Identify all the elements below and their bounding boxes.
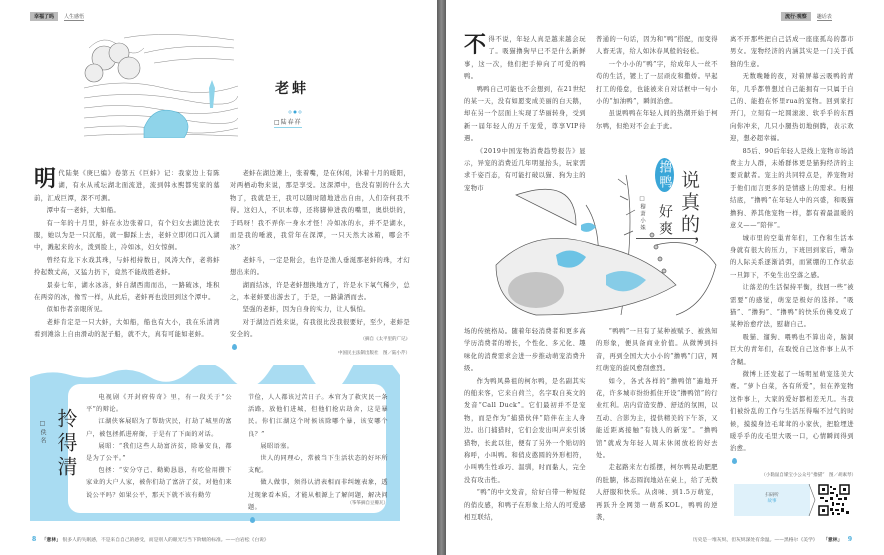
paragraph: 曾经有龙下水戏其珠，与蚌相持数日，风涛大作，老将蚌拎起数丈高，又猛力扔下，竟然不能战胜老蚌。 [34,256,220,277]
book-gutter [437,0,446,555]
article-column-1 [34,168,220,342]
paragraph: 《2019中国宠物消费趋势报告》显示，异宠的消费近几年明显抬头，玩家需求千姿百态，有可能打破以猫、狗为主的宠物市 [464,147,586,192]
article-column-2 [230,168,410,354]
drop-cap: 明 [34,166,57,192]
source-credit: （筝筝摘自豆瓣瓦） [347,501,388,506]
subsection-label: 人生感悟 [64,13,85,20]
paragraph: 潭中有一老蚌，大如船。 [46,207,121,215]
article-column-1-bottom [464,326,586,525]
box-column-1 [86,392,232,502]
left-page [0,0,437,555]
paragraph: 老蚌在湖边滩上，张着嘴，是在休闲，沐着十月的暖阳，对两栖动物来说，那是享受。这深潭中，也没有别的什么大物了，我就是王，我可以随时随地进出自由，人们奈何我不得。这妇人，不识本尊，还将脚伸进我的嘴里，奥烘烘的，于吗呀！我不弄你一身水才怪！冷如冰的水，并不是湖水，而是我的唾液，我常年在深潭，一只天然大冰箱，哪会不冰？ [230,170,411,252]
journal-name: 「意林」 [41,537,61,543]
source-credit: （小黏鼠自媒宝小公众号“撸猫” 图／胡素琴） [761,473,856,478]
page-number: 8 [32,536,37,543]
paragraph: 微博上还发起了一场明星萌宠选美大赛。“萝卜白菜，各有所爱”，但在养宠物这件事上，大家的爱好都相差无几。当我们被纷乱的工作与生活压得喘不过气的时候，摸摸身边毛茸茸的小家伙，把脸埋进暖乎乎的皮毛里大吸一口，心情瞬间得到治愈。 [730,370,854,453]
paragraph: 让落差的生活保持平衡，找回一些“被需要”的感觉，萌宠是极好的选择。“吸猫”、“撸狗”、“撸鸭”的快乐仿佛变成了某种治愈疗法，慰藉自己。 [730,284,854,329]
title-main: 说真的， [678,170,700,258]
chevron-right-icon [808,484,816,516]
paragraph: 85后、90后年轻人是线上宠物市场消费主力人群，未婚群体更是猫狗经济的主要贡献者。宠主的共同特点是，养宠物对于他们而言更多的是情感上的需求。归根结底，“撸鸭”在年轻人中的兴盛，和吸猫撸狗、养其他宠物一样，都有着最温暖的意义——“陪伴”。 [730,147,854,230]
qr-code-icon[interactable] [818,484,850,516]
end-mark-icon [732,458,737,464]
end-mark-icon [250,517,255,523]
paragraph: 展昭语塞。 [260,442,294,450]
publisher-credit: 中国民主法制出版社 图／陆小芹） [338,351,410,356]
section-tag: 流行·观察 [781,12,811,21]
page-header [30,12,84,21]
article-column-2-bottom [596,326,718,525]
paragraph: “鸭”的中文发音，给好自带一种短促的俏皮感，和鸭子在形象上给人的可爱感相互联结， [464,489,586,522]
paragraph: 包拯：“安分守己、勤勤恳恳，有吃俭用攒下家业的大户人家，被你们劫了富济了贫，对他们来说公平吗？如果公平，那天下就不该有勤劳 [86,467,232,499]
title-ornament [287,99,303,103]
article-column-2-top [596,34,718,133]
article-column-3 [730,34,854,468]
drop-cap: 不 [464,32,487,58]
source-credit: （摘自《太平里的广记》 [360,337,410,342]
right-page [446,0,884,555]
paragraph: 江湖侠客展昭为了帮助灾民，打劫了城里的富户，被包拯抓进府衙，于是有了下面的对话。 [86,418,232,438]
landscape-illustration [84,28,238,138]
page-header [781,12,832,21]
paragraph: 展昭：“我们这些人劫富济贫，除暴安良，都是为了公平。” [86,442,232,463]
paragraph: 作为鸭风鼻祖的柯尔鸭，是名副其实的舶来客，它来自荷兰，名字取自英文的发音“Call Duck”。它们最初并不是宠物，而是作为“捕猎伙伴”陪伴在主人身边。出门捕猎时，它们会发出叫声来引诱猎物，长此以往，便有了另外一个贴切的称呼，小叫鸭。和俏皮憨圆的外形相符，小叫鸭生性乖巧、温驯，时而黏人，完全没有攻击性。 [464,377,586,484]
paragraph: 老蚌斗，一定是附会，也许是渔人垂涎那老蚌的珠，才幻想出来的。 [230,256,411,277]
paragraph: 虽说鸭鸭在年轻人间的热潮开始于柯尔鸭，但绝对不会止于此。 [596,110,718,130]
paragraph: 坚强的老蚌，因为自身的实力，让人惧怕。 [242,306,370,314]
author-byline: □陆春祥 [274,119,302,126]
paragraph: 离不开那些把自己活成一座座孤岛的都市男女。宠物经济的内涵其实是一门关于孤独的生意。 [730,36,854,68]
page-footer [693,536,852,543]
paragraph: 场的传统格局。随着年轻消费者和更多高学历消费者的增长，个性化、多元化、趣味化的消费需求会进一步推动萌宠消费升级。 [464,328,586,373]
paragraph: 无数晚睡的夜，对着屏幕云吸鸭的青年，几乎都曾想过自己能拥有一只属于自己的、能抱在怀里rua的宠物。回到家打开门，立刻有一坨圆滚滚、软乎乎的东西向你冲来，几只小腿热切地倒腾，表示欢迎，想必超幸福。 [730,73,854,143]
paragraph: 一个小小的“鸭”字，给成年人一丝不苟的生活，镀上了一层顽皮和撒娇。早起打工的倦怠，也能被来自对话框中一句小小的“加油鸭”，瞬间治愈。 [596,60,718,106]
paragraph: 世人的同理心，常被当下生活状态的好坏所支配。 [248,455,388,475]
end-mark-icon [232,344,237,350]
paragraph: 有一年的十月里，蚌在水边张着口，有个妇女去湖边洗衣服，她以为是一只沉船，就一脚踩上去，老蚌立即闭口沉入湖中，溅起来的水，泼到脸上，冷如冰，妇女惊倒。 [34,219,220,252]
paragraph: 走起路来左右摇摆，柯尔鸭晃动肥肥的肚腩，体态圆润地站在桌上，给了无数人舒服和快乐。从卤味、到1.5万萌宠，再跃升全网第一萌系KOL，鸭鸭的逆袭， [596,464,718,522]
paragraph: 吸猫、遛狗、喂鸭也不算出奇，脑洞巨大的青年们，在取悦自己这件事上从不含糊。 [730,333,854,366]
paragraph: 得不说，年轻人真是越来越会玩了。吸猫撸狗早已不是什么新鲜事，这一次，他们把手伸向了可爱的鸭鸭。 [464,36,586,81]
paragraph: 做人做事，须得认清表相而非纠缠表象，透过现象看本质，才能从根源上了解问题，解决问题。 [248,479,388,511]
box-column-2 [248,392,388,526]
paragraph: 景泰七年，湖水冰冻，蚌自湖西南而出，一路破冰，堆积在两旁的冰，像雪一样，从此后，老蚌再也没回到这个潭中。 [34,281,220,302]
title-highlight [655,158,673,204]
wave-decoration [30,365,400,385]
section-tag: 幸福了吗 [30,12,58,21]
paragraph: 代陆粲《庚巳编》卷第五《巨蚌》记：我家边上有陈湖，有水从戒坛湖北面流进，流到韩永熙都宪家的墓前，汇成巨潭，深不可测。 [34,170,220,202]
journal-name: 「意林」 [823,537,843,543]
page-number: 9 [847,536,852,543]
audio-story-label: 扫码听 故事 [765,493,779,504]
paragraph: 湖面结冰，许是老蚌想换地方了，许是水下氧气稀少，总之，本老蚌要出游去了，于是，一路潇洒而去。 [230,281,411,302]
article-title: 老蚌 [275,81,309,97]
title-rule [636,238,696,239]
paragraph: 对于湖边百姓来说，有我很比没我很要好，至少，老蚌是安全的。 [230,318,411,339]
title-part-2: 好爽 [657,204,673,238]
page-footer [32,536,269,543]
audio-story-box[interactable] [734,484,810,516]
author-byline-vertical: □佚名 [39,420,46,445]
article-title: 拎得清 [54,408,78,480]
title-part-1: 撸鸭 [656,160,672,190]
paragraph: 普通的一句话，因为和“鸭”搭配，而变得人畜无害，给人如沐春风般的轻松。 [596,36,718,56]
paragraph: “鸭鸭”一旦有了某种被赋予、被熟知的形象，便具备商业价值。从微博到抖音，再到全国大大小小的“撸鸭”门店，网红萌宠的旋风愈刮愈烈。 [596,328,718,373]
paragraph: 节俭，人人都该过苦日子。本官为了救灾民一条活路，放他们进城，但他们抢店劫舍，这是暴民。你们江湖这个时候该除哪个暴，该安哪个良？” [248,394,388,438]
footer-quote: 很多人的失眠感，不是来自自己的感受，而是别人的眼光与当下阶级的标准。——白岩松《白说》 [62,538,269,543]
paragraph: 老蚌肯定是一只大蚌，大如船，船也有大小，我在乐清湾看到滩涂上自由滑动的泥子船，就不大，真有可能如老蚌。 [34,318,220,339]
footer-quote: 历史是一堆灰烬，但灰烬深处有余温。——黑格尔《美学》 [692,538,818,543]
paragraph: 如今，各式各样的“撸鸭馆”遍地开花，许多城市纷纷抓住开设“撸鸭馆”的行业红利。店内营造安静、舒适的氛围，以互动、合影为主，提供精美的下午茶，又能近距离接触“有钱人的新宠”。“撸鸭馆”就成为年轻人周末休闲放松的好去处。 [596,377,718,460]
paragraph: 似如作者亲眼所见。 [46,306,107,314]
author-byline: □穆萧小姝 [639,196,645,232]
paragraph: 电视剧《开封府传奇》里，有一段关于“公平”的辩论。 [86,394,232,414]
paragraph: 鸭鸭自己可能也不会想到，在21世纪的某一天，没有如愿变成美丽的白天鹅，却在另一个层面上实现了华丽转身，受到新一届年轻人的万千宠爱，尊享VIP待遇。 [464,85,586,143]
subsection-label: 趣话表 [816,13,832,20]
paragraph: 城市里的空巢青年们，工作和生活本身就有很大的压力，下班回到家后，嘈杂的人际关系逐渐消弭，而紧绷的工作状态一旦卸下，不免生出空落之感。 [730,234,854,279]
